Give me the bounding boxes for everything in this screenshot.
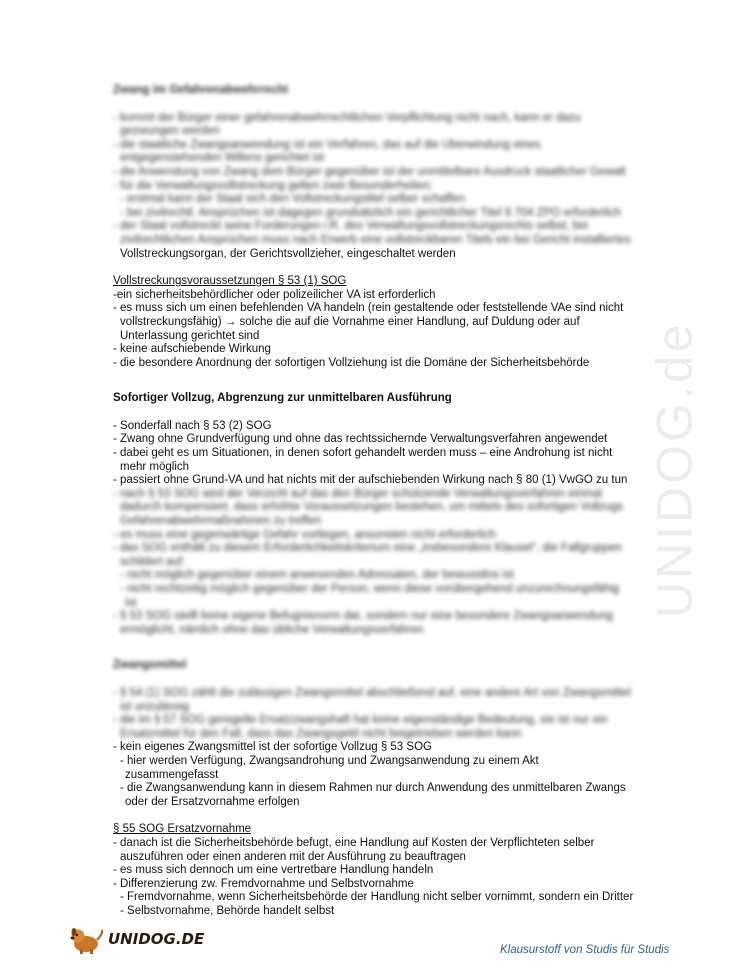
text-line: ermöglicht, nämlich ohne das übliche Verwaltungsverfahren (120, 623, 424, 636)
section-heading: Zwang im Gefahrenabwehrrecht (113, 84, 289, 96)
text-line: - Differenzierung zw. Fremdvornahme und Selbstvornahme (113, 877, 414, 890)
text-line: - nach § 53 SOG wird der Verzicht auf das den Bürger schützende Verwaltungsverfahren einmal (113, 487, 603, 500)
text-line: - die Zwangsanwendung kann in diesem Rahmen nur durch Anwendung des unmittelbaren Zwangs (120, 782, 626, 795)
text-line: - für die Verwaltungsvollstreckung gelten zwei Besonderheiten: (113, 179, 433, 192)
dog-mascot-icon (68, 925, 106, 955)
text-line: auszuführen oder einen anderen mit der Ausführung zu beauftragen (120, 850, 466, 863)
text-line: - die im § 57 SOG geregelte Ersatzzwangshaft hat keine eigenständige Bedeutung, sie ist nur ein (113, 714, 608, 727)
text-line: - kommt der Bürger einer gefahrenabwehrrechtlichen Verpflichtung nicht nach, kann er dazu (113, 111, 581, 124)
section-zwang-gefahrenabwehrrecht (113, 84, 643, 261)
text-line: mehr möglich (120, 460, 190, 473)
text-line: dadurch kompensiert, dass erhöhte Voraussetzungen bestehen, um mittels des sofortigen Vollzugs (120, 501, 624, 514)
section-sofortiger-vollzug (113, 392, 643, 637)
text-line: ist (125, 596, 137, 609)
text-line: - Sonderfall nach § 53 (2) SOG (113, 419, 272, 432)
text-line: - § 54 (1) SOG zählt die zulässigen Zwangsmittel abschließend auf, eine andere Art von Zwangsmittel (113, 686, 631, 699)
document-body (113, 84, 643, 918)
text-line: - dabei geht es um Situationen, in denen sofort gehandelt werden muss – eine Androhung ist nicht (113, 447, 613, 460)
text-line: Gefahrenabwehrmaßnahmen zu treffen (120, 515, 322, 528)
text-line: - § 53 SOG stellt keine eigene Befugnisnorm dar, sondern nur eine besondere Zwangsanwendung (113, 610, 613, 623)
text-line: - passiert ohne Grund-VA und hat nichts mit der aufschiebenden Wirkung nach § 80 (1) VwGO zu tun (113, 474, 628, 487)
text-line: - Fremdvornahme, wenn Sicherheitsbehörde der Handlung nicht selber vornimmt, sondern ein Dritter (120, 891, 634, 904)
text-line: - der Staat vollstreckt seine Forderungen i.R. des Verwaltungsvollstreckungsrechts selbst, bei (113, 220, 588, 233)
text-line: gezwungen werden (120, 125, 220, 138)
footer-logo (68, 925, 204, 955)
text-line: Ersatzmittel für den Fall, dass das Zwangsgeld nicht beigetrieben werden kann (120, 727, 522, 740)
text-line: - Zwang ohne Grundverfügung und ohne das rechtssichernde Verwaltungsverfahren angewendet (113, 433, 608, 446)
section-heading: Sofortiger Vollzug, Abgrenzung zur unmittelbaren Ausführung (113, 392, 452, 405)
section-heading: Zwangsmittel (113, 659, 187, 672)
text-line: zusammengefasst (125, 768, 219, 781)
text-line: - kein eigenes Zwangsmittel ist der sofortige Vollzug § 53 SOG (113, 741, 432, 754)
text-line: - es muss eine gegenwärtige Gefahr vorliegen, ansonsten nicht erforderlich (113, 528, 496, 541)
section-heading: § 55 SOG Ersatzvornahme (113, 823, 252, 836)
text-line: - nicht rechtzeitig möglich gegenüber der Person, wenn diese vorübergehend unzurechnungsfähig (120, 583, 620, 595)
text-line: - die staatliche Zwangsanwendung ist ein Verfahren, das auf die Überwindung eines (113, 138, 541, 151)
text-line: - Selbstvornahme, Behörde handelt selbst (120, 904, 335, 917)
text-line: - die besondere Anordnung der sofortigen Vollziehung ist die Domäne der Sicherheitsbehörde (113, 356, 590, 369)
text-line: schildert auf: (120, 555, 186, 568)
text-line: -ein sicherheitsbehördlicher oder polizeilicher VA ist erforderlich (113, 288, 436, 301)
text-line: vollstreckungsfähig) → solche die auf die Vornahme einer Handlung, auf Duldung oder auf (120, 315, 580, 328)
watermark-text: UNIDOG.de (646, 321, 703, 619)
text-line: - die Anwendung von Zwang dem Bürger gegenüber ist der unmittelbare Ausdruck staatlicher Gewalt (113, 165, 626, 178)
text-line: ist unzulässig (120, 700, 190, 713)
section-heading: Vollstreckungsvoraussetzungen § 53 (1) SOG (113, 275, 347, 288)
text-line: Vollstreckungsorgan, der Gerichtsvollzieher, eingeschaltet werden (120, 247, 456, 260)
section-zwangsmittel (113, 659, 643, 809)
text-line: - erstmal kann der Staat sich den Vollstreckungstitel selber schaffen (120, 193, 465, 206)
text-line: zivilrechtlichen Ansprüchen muss nach Erwerb eine vollstreckbaren Titels ein bei Gericht installiertes (120, 233, 631, 246)
text-line: - nicht möglich gegenüber einem anwesenden Adressaten, der bewusstlos ist (120, 569, 514, 582)
watermark (640, 260, 710, 680)
text-line: - hier werden Verfügung, Zwangsandrohung und Zwangsanwendung zu einem Akt (120, 754, 539, 767)
text-line: - keine aufschiebende Wirkung (113, 343, 271, 356)
section-vollstreckungsvoraussetzungen (113, 275, 643, 370)
logo-text: UNIDOG.DE (108, 930, 205, 949)
text-line: - bei zivilrechtl. Ansprüchen ist dagegen grundsätzlich ein gerichtlicher Titel § 704 ZPO erforderlich (120, 206, 622, 219)
text-line: - das SOG enthält zu diesem Erforderlichkeitskriterium eine „insbesondere Klausel“, die Fallgruppen (113, 542, 622, 555)
text-line: - es muss sich um einen befehlenden VA handeln (rein gestaltende oder feststellende VAe sind nicht (113, 302, 624, 315)
text-line: entgegenstehenden Willens gerichtet ist (120, 152, 324, 165)
text-line: - danach ist die Sicherheitsbehörde befugt, eine Handlung auf Kosten der Verpflichteten selber (113, 836, 595, 849)
footer-slogan: Klausurstoff von Studis für Studis (500, 944, 670, 956)
text-line: - es muss sich dennoch um eine vertretbare Handlung handeln (113, 864, 434, 877)
text-line: oder der Ersatzvornahme erfolgen (125, 795, 300, 808)
section-ersatzvornahme (113, 823, 643, 918)
text-line: Unterlassung gerichtet sind (120, 329, 260, 342)
